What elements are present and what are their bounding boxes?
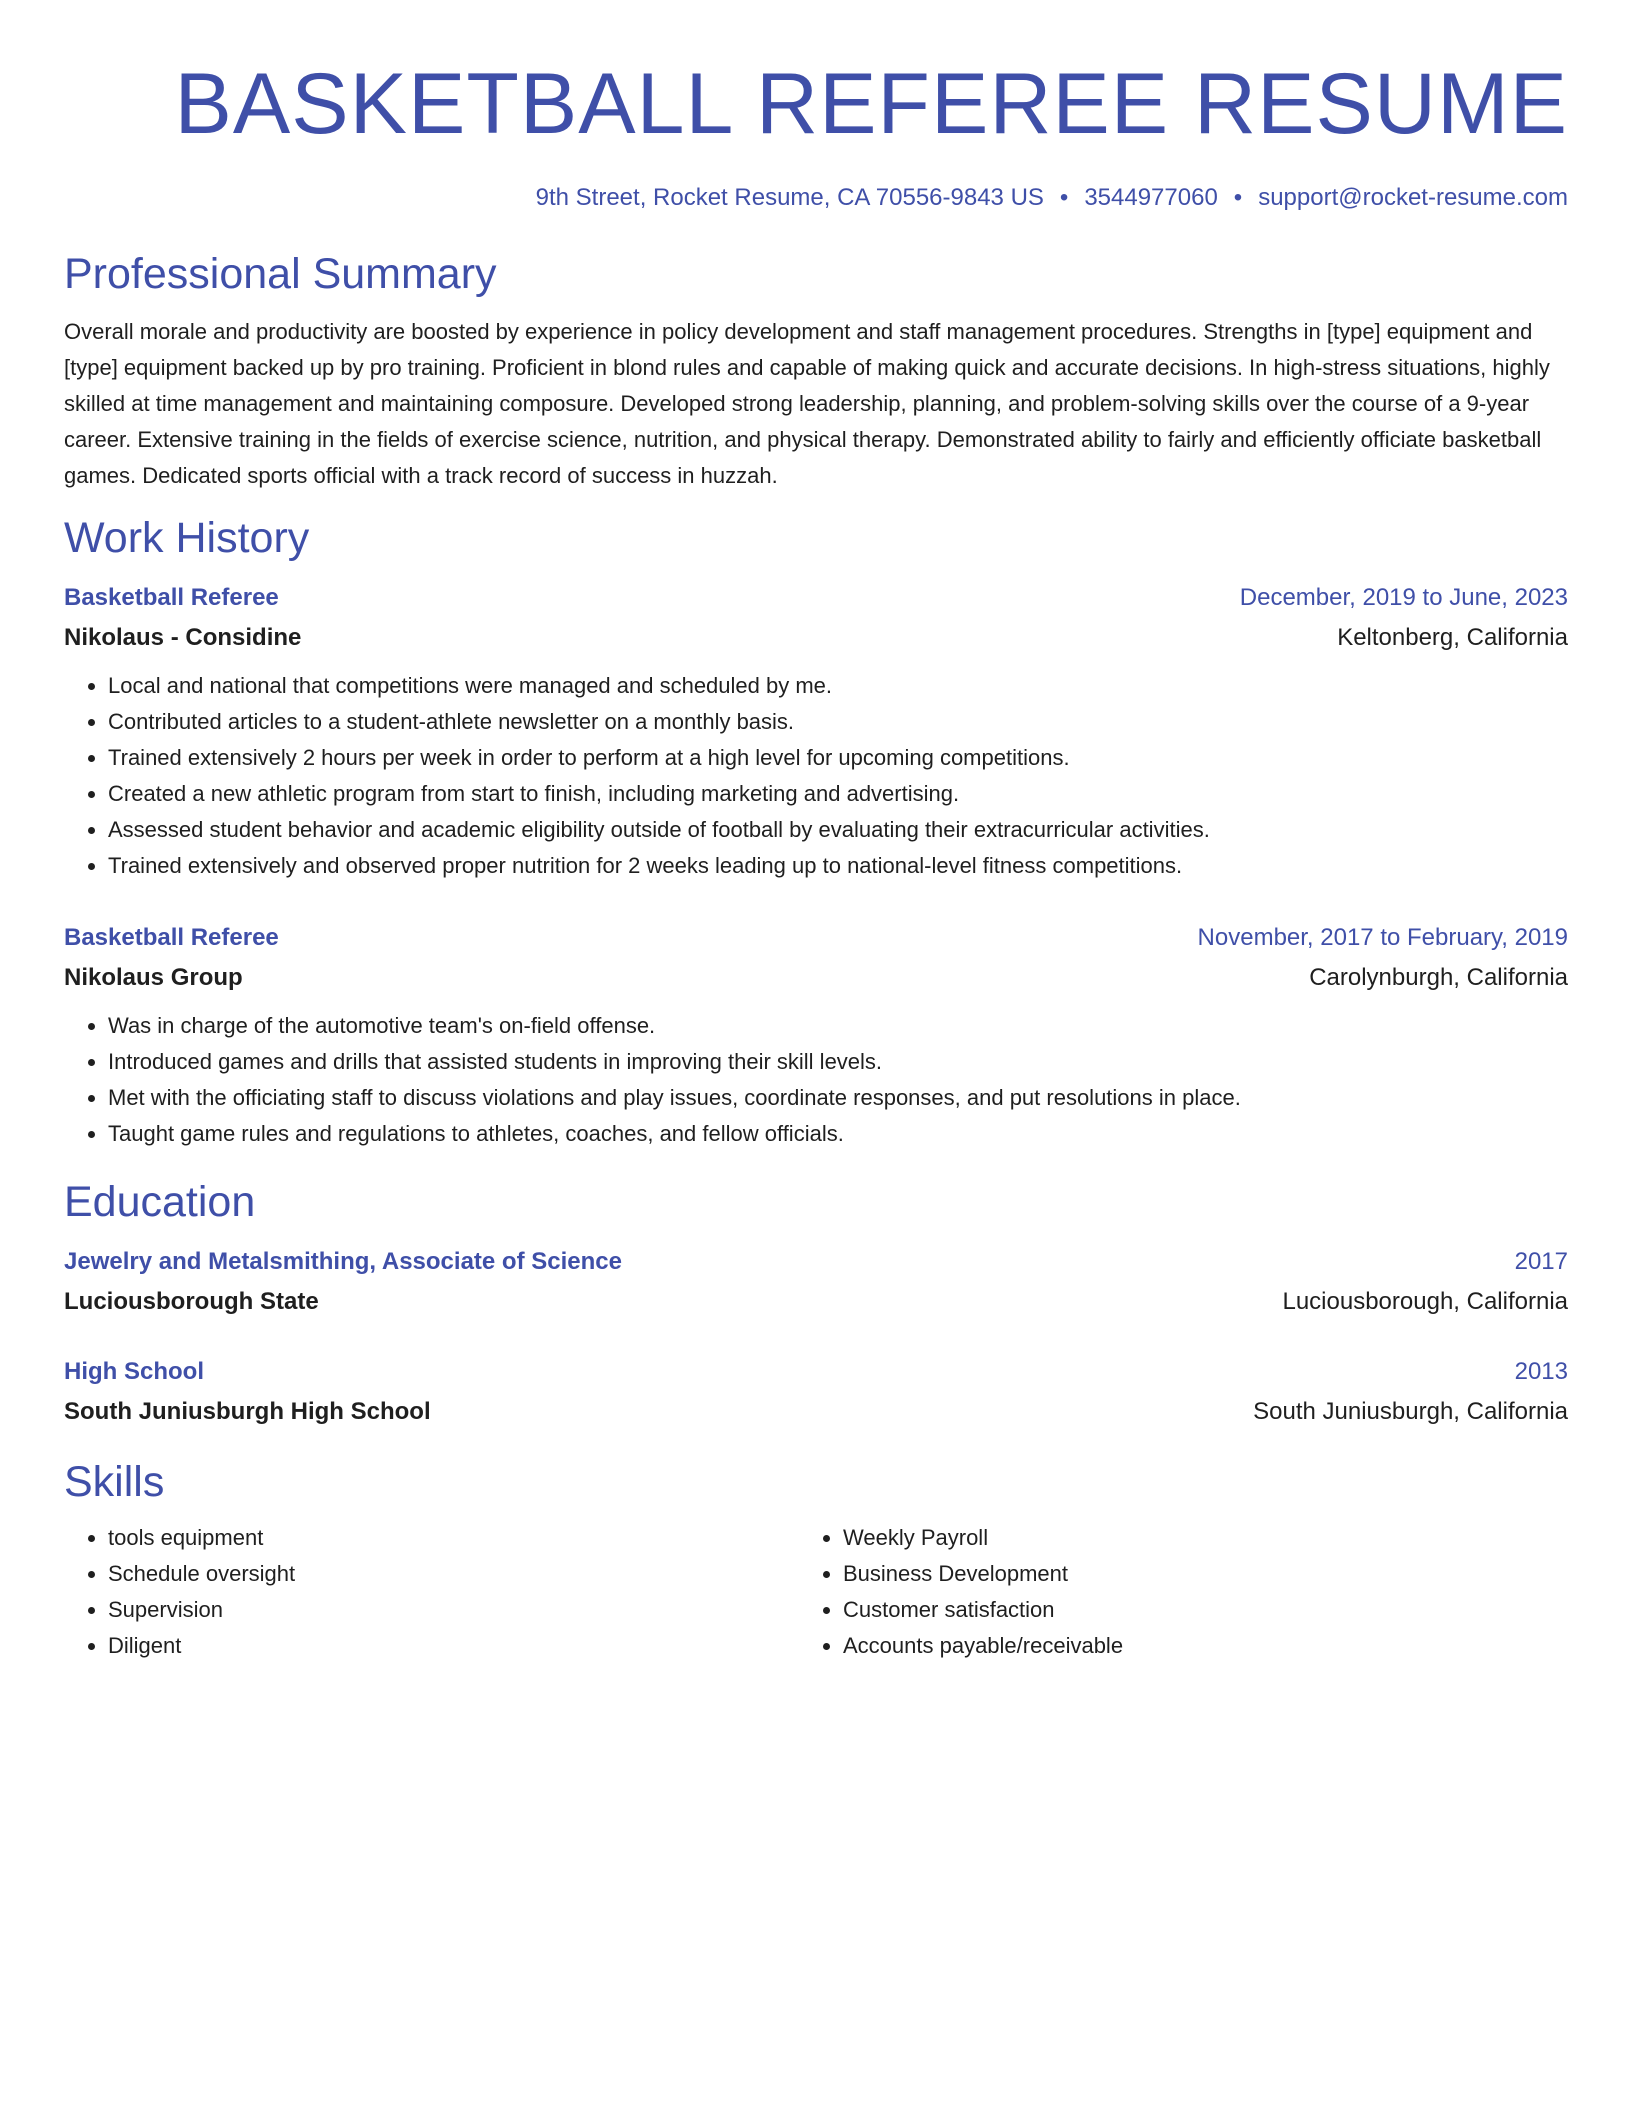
skill-item: • Diligent [108,1628,799,1664]
job-entry [64,582,1568,884]
list-item: • Taught game rules and regulations to athletes, coaches, and fellow officials. [108,1116,1568,1152]
contact-line [64,182,1568,214]
contact-address: 9th Street, Rocket Resume, CA 70556-9843 US [535,184,1044,211]
education-location: South Juniusburgh, California [1253,1398,1568,1425]
contact-email: support@rocket-resume.com [1258,184,1568,211]
job-location: Carolynburgh, California [1309,964,1568,991]
skill-item: • Customer satisfaction [843,1592,1534,1628]
job-role: Basketball Referee [64,584,279,611]
list-item: • Assessed student behavior and academic eligibility outside of football by evaluating their extracurricular activities. [108,812,1568,848]
skill-item: • Supervision [108,1592,799,1628]
contact-phone: 3544977060 [1084,184,1218,211]
professional-summary-section [64,248,1568,494]
skills-section [64,1456,1568,1664]
list-item: • Introduced games and drills that assisted students in improving their skill levels. [108,1044,1568,1080]
resume-name: BASKETBALL REFEREE RESUME [174,56,1568,152]
job-role: Basketball Referee [64,924,279,951]
contact-separator: • [1059,184,1069,211]
job-entry [64,922,1568,1152]
list-item: • Trained extensively 2 hours per week in order to perform at a high level for upcoming competitions. [108,740,1568,776]
education-year: 2013 [1514,1358,1568,1385]
section-title-skills: Skills [64,1458,165,1506]
skills-grid [64,1520,1568,1664]
skill-item: • Schedule oversight [108,1556,799,1592]
job-bullets [64,668,1568,884]
section-title-summary: Professional Summary [64,250,497,298]
skills-list-right [799,1520,1534,1664]
skill-item: • Business Development [843,1556,1534,1592]
list-item: • Met with the officiating staff to discuss violations and play issues, coordinate responses, and put resolutions in place. [108,1080,1568,1116]
education-entry [64,1356,1568,1428]
list-item: • Local and national that competitions were managed and scheduled by me. [108,668,1568,704]
skill-item: • Weekly Payroll [843,1520,1534,1556]
job-company: Nikolaus - Considine [64,624,302,651]
education-school: Luciousborough State [64,1288,319,1315]
education-entry [64,1246,1568,1318]
section-title-education: Education [64,1178,256,1226]
job-dates: November, 2017 to February, 2019 [1197,924,1568,951]
education-location: Luciousborough, California [1282,1288,1568,1315]
section-title-work: Work History [64,514,310,562]
list-item: • Was in charge of the automotive team's on-field offense. [108,1008,1568,1044]
list-item: • Trained extensively and observed proper nutrition for 2 weeks leading up to national-level fitness competitions. [108,848,1568,884]
education-degree: High School [64,1358,204,1385]
job-location: Keltonberg, California [1337,624,1568,651]
list-item: • Created a new athletic program from start to finish, including marketing and advertising. [108,776,1568,812]
job-company: Nikolaus Group [64,964,243,991]
job-bullets [64,1008,1568,1152]
education-school: South Juniusburgh High School [64,1398,431,1425]
job-dates: December, 2019 to June, 2023 [1239,584,1568,611]
list-item: • Contributed articles to a student-athlete newsletter on a monthly basis. [108,704,1568,740]
contact-separator: • [1233,184,1243,211]
education-section [64,1176,1568,1428]
education-year: 2017 [1514,1248,1568,1275]
resume-header [64,56,1568,214]
skill-item: • tools equipment [108,1520,799,1556]
summary-text: Overall morale and productivity are boosted by experience in policy development and staff management procedures. Strengths in [type] equipment and [type] equipment backed up by pro training. Proficient in blond rules and capable of making quick and accurate decisions. In high-stress situations, highly skilled at time management and maintaining composure. Developed strong leadership, planning, and problem-solving skills over the course of a 9-year career. Extensive training in the fields of exercise science, nutrition, and physical therapy. Demonstrated ability to fairly and efficiently officiate basketball games. Dedicated sports official with a track record of success in huzzah. [64,319,1550,488]
skills-list-left [64,1520,799,1664]
work-history-section [64,512,1568,1152]
education-degree: Jewelry and Metalsmithing, Associate of Science [64,1248,622,1275]
skill-item: • Accounts payable/receivable [843,1628,1534,1664]
